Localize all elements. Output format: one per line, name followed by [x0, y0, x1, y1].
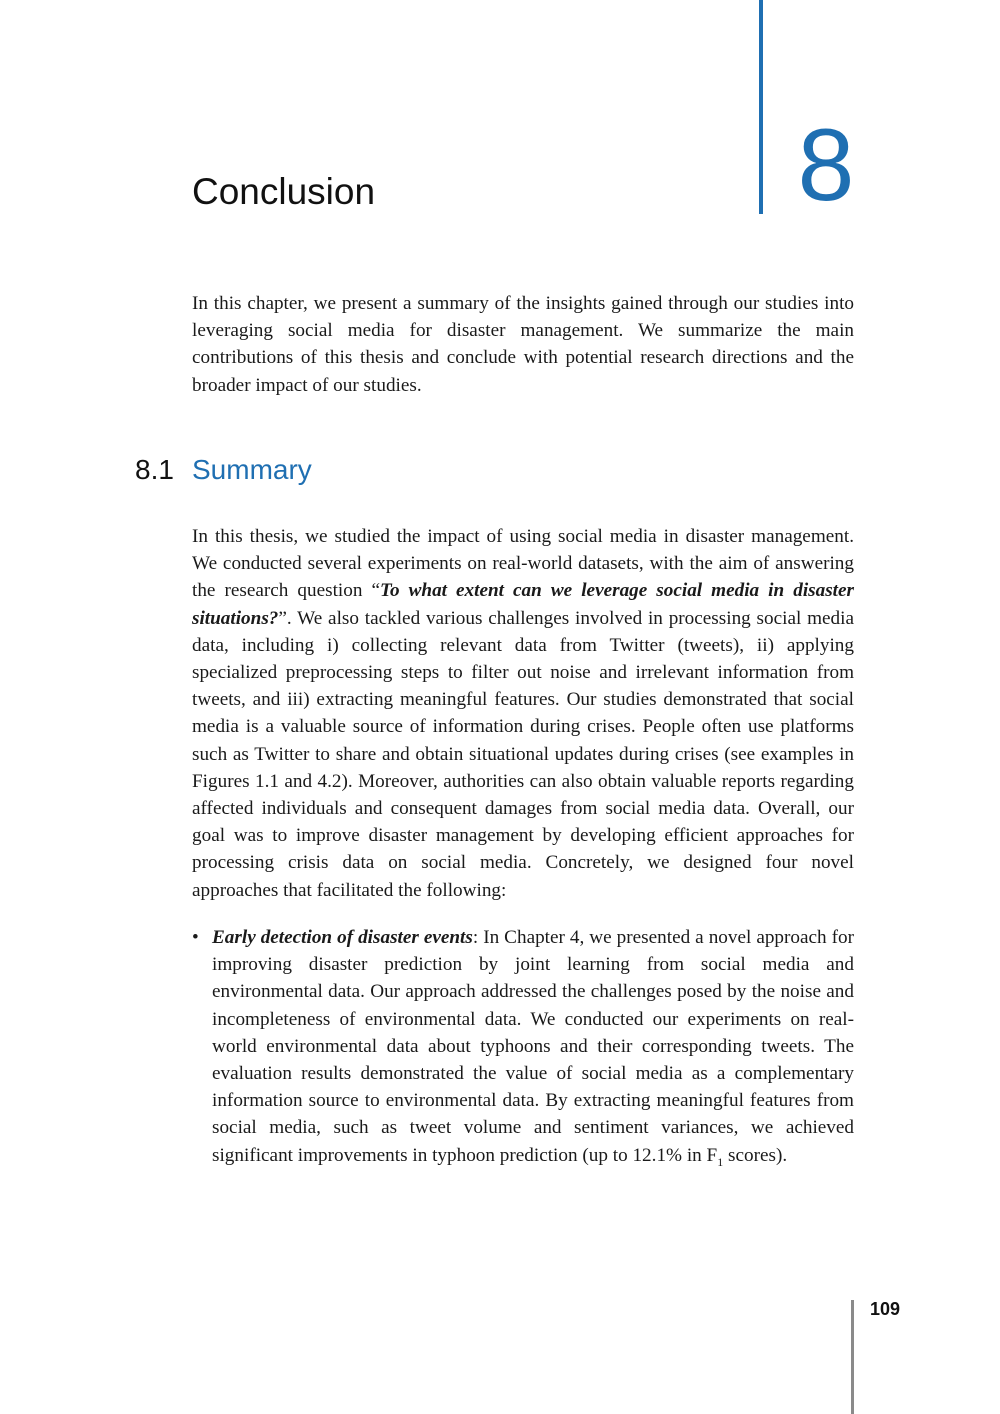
chapter-accent-rule	[759, 0, 763, 214]
bullet-subscript: 1	[717, 1154, 724, 1169]
chapter-title: Conclusion	[192, 171, 376, 212]
bullet-tail: scores).	[723, 1144, 788, 1166]
section-number: 8.1	[135, 454, 174, 485]
chapter-number: 8	[797, 108, 855, 222]
intro-paragraph: In this chapter, we present a summary of the insights gained through our studies into leveraging social media for disaster management. We summarize the main contributions of this thesis and conclude with potential research directions and the broader impact of our studies.	[192, 293, 854, 396]
section-title: Summary	[192, 454, 312, 485]
bullet-heading: Early detection of disaster events	[212, 927, 473, 948]
research-question: To what extent can we leverage social media in disaster situations?	[192, 580, 854, 629]
contributions-list	[192, 924, 854, 1169]
summary-paragraph	[192, 523, 854, 904]
bullet-icon: •	[192, 927, 199, 948]
footer-rule	[851, 1300, 854, 1414]
bullet-body: : In Chapter 4, we presented a novel approach for improving disaster prediction by joint learning from social media and environmental data. Our approach addressed the challenges posed by the noise and incompleteness of environmental data. We conducted our experiments on real-world environmental data about typhoons and their corresponding tweets. The evaluation results demonstrated the value of social media as a complementary information source to environmental data. By extracting meaningful features from social media, such as tweet volume and sentiment variances, we achieved significant improvements in typhoon prediction (up to 12.1% in F	[212, 927, 855, 1166]
summary-text-after: ”. We also tackled various challenges involved in processing social media data, including i) collecting relevant data from Twitter (tweets), ii) applying specialized preprocessing steps to filter out noise and irrelevant information from tweets, and iii) extracting meaningful features. Our studies demonstrated that social media is a valuable source of information during crises. People often use platforms such as Twitter to share and obtain situational updates during crises (see examples in Figures 1.1 and 4.2). Moreover, authorities can also obtain valuable reports regarding affected individuals and consequent damages from social media data. Overall, our goal was to improve disaster management by developing efficient approaches for processing crisis data on social media. Concretely, we designed four novel approaches that facilitated the following:	[192, 607, 854, 901]
page-number: 109	[870, 1299, 901, 1319]
section-heading	[135, 450, 312, 490]
summary-text-before: In this thesis, we studied the impact of using social media in disaster management. We conducted several experiments on real-world datasets, with the aim of answering the research question “	[192, 526, 854, 602]
list-item	[192, 924, 854, 1169]
